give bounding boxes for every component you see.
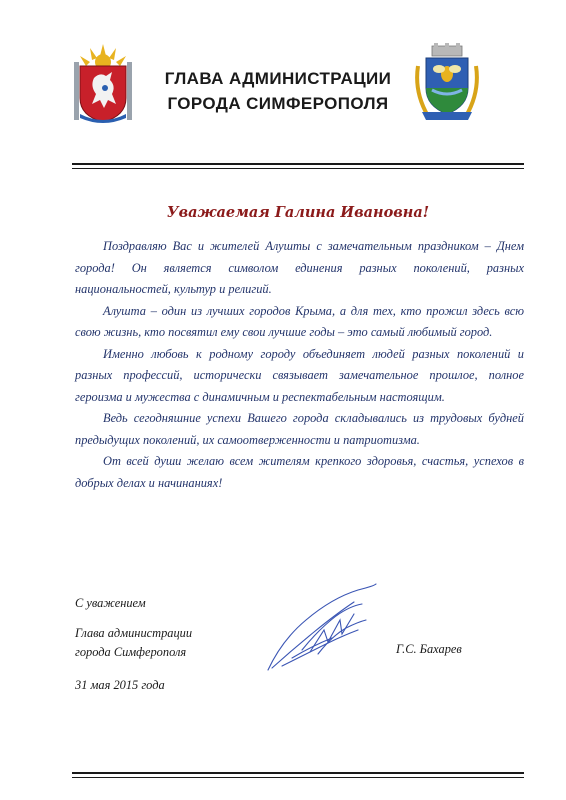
- signer-name: Г.С. Бахарев: [396, 642, 462, 656]
- crimea-coat-of-arms-icon: [72, 42, 134, 126]
- letter-paragraph: Именно любовь к родному городу объединяет людей разных поколений и разных профессий, исторически связывает замечательное прошлое, полное героизма и мужества с динамичным и респектабельным настоящим.: [75, 346, 524, 404]
- header-title-line2: ГОРОДА СИМФЕРОПОЛЯ: [167, 94, 389, 113]
- header-title-line1: ГЛАВА АДМИНИСТРАЦИИ: [164, 69, 392, 88]
- header-divider-thick: [72, 163, 524, 165]
- salutation: Уважаемая Галина Ивановна!: [166, 204, 430, 221]
- footer-divider-thick: [72, 772, 524, 774]
- simferopol-coat-of-arms-icon: [412, 42, 482, 126]
- header-title: [148, 66, 408, 116]
- closing-phrase: С уважением: [75, 596, 146, 610]
- header-divider-thin: [72, 168, 524, 169]
- letter-paragraph: Ведь сегодняшние успехи Вашего города складывались из трудовых будней предыдущих поколений, их самоотверженности и патриотизма.: [75, 411, 524, 447]
- letter-paragraph: Поздравляю Вас и жителей Алушты с замечательным праздником – Днем города! Он является символом единения разных поколений, разных национальностей, культур и религий.: [75, 239, 524, 296]
- letter-paragraph: Алушта – один из лучших городов Крыма, а для тех, кто прожил здесь всю свою жизнь, кто посвятил ему свои лучшие годы – это самый любимый город.: [75, 303, 524, 339]
- signer-position: [75, 624, 192, 662]
- handwritten-signature: [262, 580, 382, 676]
- letter-paragraph: От всей души желаю всем жителям крепкого здоровья, счастья, успехов в добрых делах и начинаниях!: [75, 454, 524, 490]
- letter-body: [75, 236, 524, 494]
- letter-date: 31 мая 2015 года: [75, 678, 165, 692]
- footer-divider-thin: [72, 777, 524, 778]
- signer-position-line1: Глава администрации: [75, 626, 193, 640]
- signer-position-line2: города Симферополя: [75, 645, 187, 659]
